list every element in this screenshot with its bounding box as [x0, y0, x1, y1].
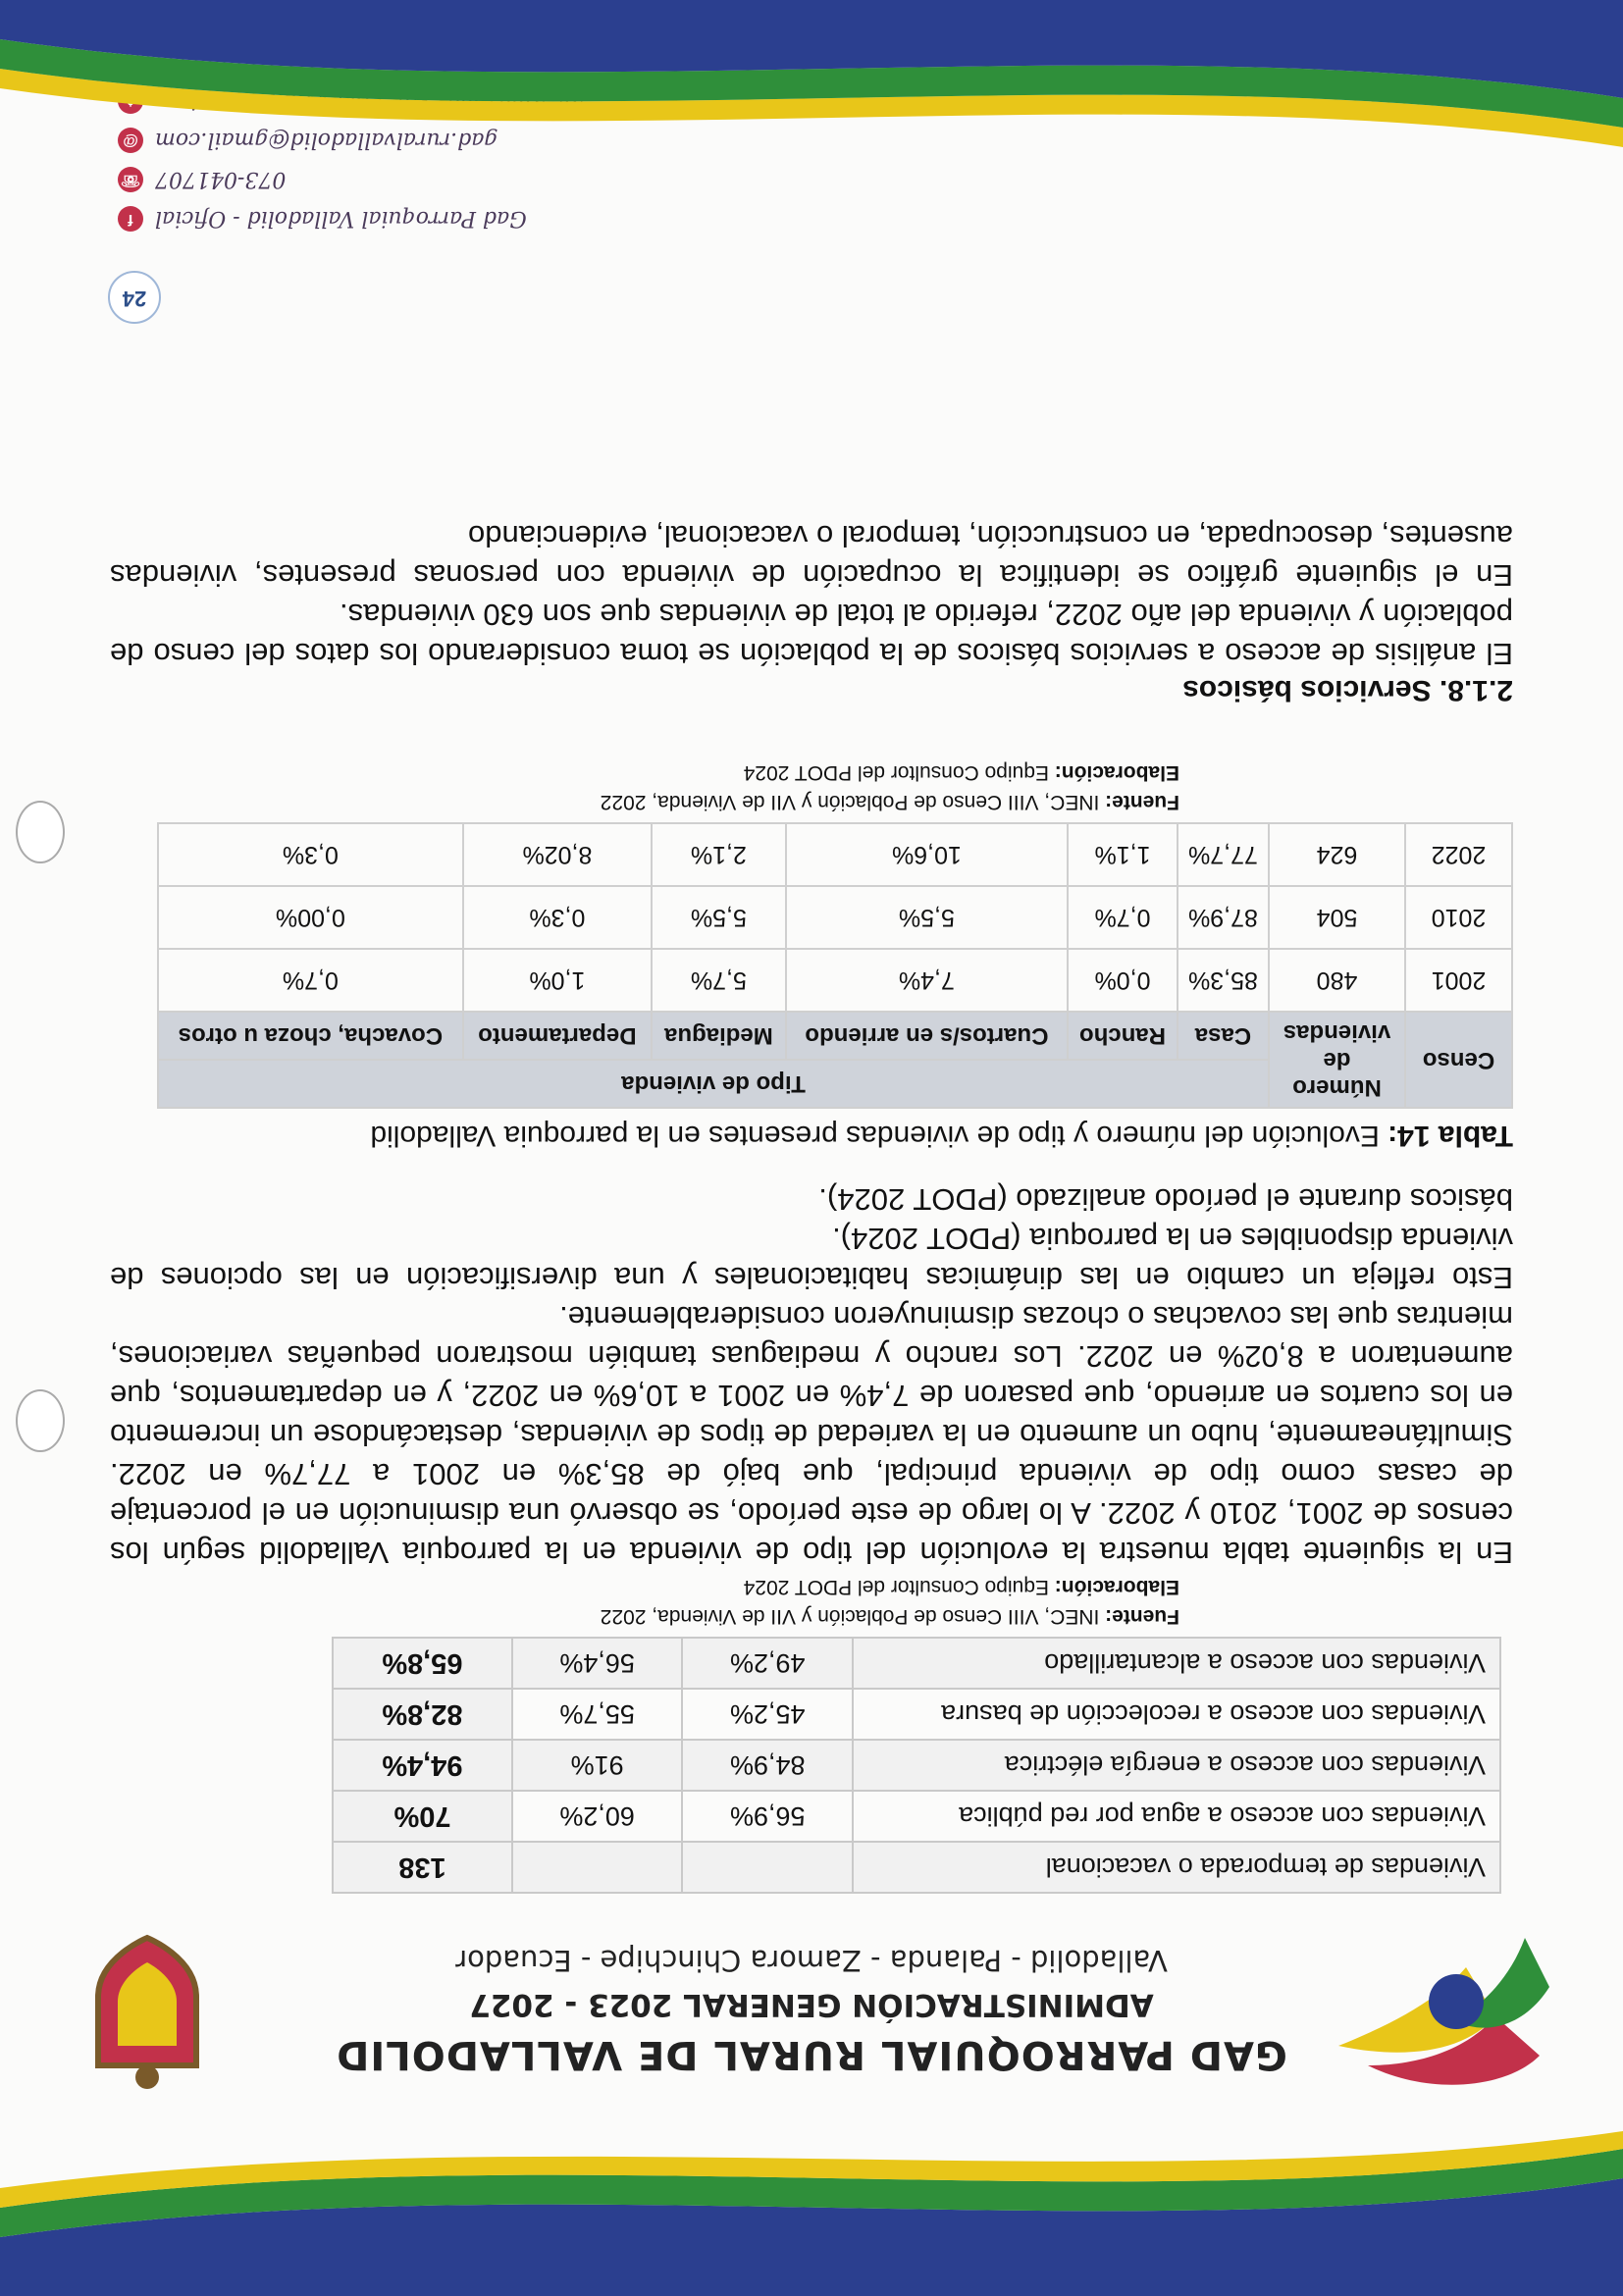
binder-hole [16, 1389, 65, 1452]
valladolid-logo [1319, 1928, 1564, 2095]
cell-value: 55,7% [512, 1689, 683, 1740]
source-label: Fuente: [1105, 1605, 1179, 1628]
paragraph-basic-services: El análisis de acceso a servicios básicos de la población se toma considerando los datos del censo de población y vivienda del año 2022, referido al total de viviendas que son 630 viviendas. [110, 598, 1513, 671]
section-heading: 2.1.8. Servicios básicos [1182, 674, 1513, 706]
cell-value: 94,4% [333, 1740, 512, 1791]
header-numero: Número de viviendas [1269, 1012, 1405, 1108]
table2-caption [110, 1119, 1513, 1152]
header-cuartos: Cuartos/s en arriendo [786, 1012, 1068, 1060]
header-covacha: Covacha, choza u otros [158, 1012, 463, 1060]
cell-value: 10,6% [786, 823, 1068, 886]
cell-value: 0,00% [158, 886, 463, 949]
services-table [332, 1637, 1501, 1894]
table-row [158, 823, 1512, 886]
header-rancho: Rancho [1068, 1012, 1178, 1060]
table-row [333, 1689, 1500, 1740]
cell-value: 5,5% [652, 886, 786, 949]
cell-value: 77,7% [1178, 823, 1269, 886]
elaboration-label: Elaboración: [1054, 1576, 1179, 1598]
source-text: INEC, VIII Censo de Población y VII de Vivienda, 2022 [600, 1605, 1100, 1628]
cell-value [512, 1842, 683, 1893]
cell-value: 60,2% [512, 1791, 683, 1842]
contact-text: Gad Parroquial Valladolid - Oficial [155, 206, 527, 232]
org-name: GAD PARROQUIAL RURAL DE VALLADOLID [336, 2032, 1287, 2077]
parish-coat-of-arms [79, 1928, 216, 2095]
facebook-icon: f [118, 206, 143, 232]
header-departamento: Departamento [463, 1012, 652, 1060]
cell-value: 7,4% [786, 949, 1068, 1012]
cell-value: 49,2% [682, 1638, 853, 1689]
page-number: 24 [108, 271, 161, 324]
paragraph-occupancy: En el siguiente gráfico se identifica la ocupación de vivienda con personas presentes, viviendas ausentes, desocupada, en construcción, temporal o vacacional, evidenciando [110, 519, 1513, 593]
cell-censo: 2022 [1405, 823, 1512, 886]
header-casa: Casa [1178, 1012, 1269, 1060]
bottom-decorative-swoosh [0, 0, 1623, 186]
caption-text: Evolución del número y tipo de viviendas presentes en la parroquia Valladolid [370, 1120, 1380, 1152]
cell-value: 5,7% [652, 949, 786, 1012]
phone-icon: ☏ [118, 167, 143, 192]
contact-text: gad.ruralvalladolid@gmail.com [155, 128, 498, 153]
table1-source [110, 1572, 1179, 1631]
cell-value: 8,02% [463, 823, 652, 886]
source-text: INEC, VIII Censo de Población y VII de Vivienda, 2022 [600, 791, 1100, 813]
document-content [110, 516, 1513, 1894]
location-line: Valladolid - Palanda - Zamora Chinchipe - Ecuador [455, 1944, 1168, 1977]
cell-censo: 2001 [1405, 949, 1512, 1012]
elaboration-text: Equipo Consultor del PDOT 2024 [743, 761, 1049, 784]
paragraph-housing-evolution: En la siguiente tabla muestra la evolución del tipo de vivienda en la parroquia Valladolid según los censos de 2001, 2010 y 2022. A lo largo de este período, se observó una disminución en el porcentaje de casas como tipo de vivienda principal, que bajó de 85,3% en 2001 a 77,7% en 2022. Simultáneamente, hubo un aumento en la variedad de tipos de viviendas, destacándose un incremento en los cuartos en arriendo, que pasaron de 7,4% en 2001 a 10,6% en 2022, y en departamentos, que aumentaron a 8,02% en 2022. Los rancho y mediaguas también mostraron pequeñas variaciones, mientras que las covachas o chozas disminuyeron considerablemente. [110, 1300, 1513, 1570]
cell-value: 87,9% [1178, 886, 1269, 949]
table-row [158, 886, 1512, 949]
cell-value: 85,3% [1178, 949, 1269, 1012]
cell-value: 56,4% [512, 1638, 683, 1689]
cell-value: 45,2% [682, 1689, 853, 1740]
cell-value: 84,9% [682, 1740, 853, 1791]
header-tipo: Tipo de vivienda [158, 1060, 1269, 1108]
top-decorative-swoosh [0, 2110, 1623, 2296]
housing-type-table [157, 822, 1513, 1109]
table-row [333, 1638, 1500, 1689]
cell-censo: 2010 [1405, 886, 1512, 949]
cell-value: 65,8% [333, 1638, 512, 1689]
cell-numero: 624 [1269, 823, 1405, 886]
paragraph-period-note: básicos durante el período analizado (PDOT 2024). [818, 1182, 1513, 1217]
cell-value: 56,9% [682, 1791, 853, 1842]
letterhead [59, 1928, 1564, 2095]
cell-value: 0,3% [158, 823, 463, 886]
email-icon: @ [118, 128, 143, 153]
cell-numero: 480 [1269, 949, 1405, 1012]
row-label: Viviendas con acceso a alcantarillado [853, 1638, 1500, 1689]
cell-value: 0,3% [463, 886, 652, 949]
administration-line: ADMINISTRACIÓN GENERAL 2023 - 2027 [469, 1987, 1154, 2022]
cell-value: 2,1% [652, 823, 786, 886]
elaboration-label: Elaboración: [1054, 761, 1179, 784]
cell-value: 70% [333, 1791, 512, 1842]
contact-facebook [118, 202, 586, 235]
table2-source [110, 757, 1179, 816]
cell-value: 5,5% [786, 886, 1068, 949]
source-label: Fuente: [1105, 791, 1179, 813]
row-label: Viviendas con acceso a energía eléctrica [853, 1740, 1500, 1791]
cell-value: 82,8% [333, 1689, 512, 1740]
cell-value [682, 1842, 853, 1893]
cell-value: 138 [333, 1842, 512, 1893]
cell-value: 0,7% [1068, 886, 1178, 949]
row-label: Viviendas de temporada o vacacional [853, 1842, 1500, 1893]
caption-label: Tabla 14: [1387, 1120, 1513, 1152]
cell-value: 1,0% [463, 949, 652, 1012]
row-label: Viviendas con acceso a agua por red pública [853, 1791, 1500, 1842]
table-row [333, 1740, 1500, 1791]
paragraph-housing-dynamics: Esto refleja un cambio en las dinámicas habitacionales y una diversificación en las opciones de vivienda disponibles en la parroquia (PDOT 2024). [110, 1222, 1513, 1295]
cell-value: 0,0% [1068, 949, 1178, 1012]
cell-value: 91% [512, 1740, 683, 1791]
elaboration-text: Equipo Consultor del PDOT 2024 [743, 1576, 1049, 1598]
contact-text: 073-041707 [155, 167, 287, 192]
cell-value: 1,1% [1068, 823, 1178, 886]
table-row [158, 949, 1512, 1012]
header-mediagua: Mediagua [652, 1012, 786, 1060]
cell-numero: 504 [1269, 886, 1405, 949]
cell-value: 0,7% [158, 949, 463, 1012]
header-censo: Censo [1405, 1012, 1512, 1108]
row-label: Viviendas con acceso a recolección de basura [853, 1689, 1500, 1740]
table-row [333, 1791, 1500, 1842]
binder-hole [16, 801, 65, 863]
table-row [333, 1842, 1500, 1893]
